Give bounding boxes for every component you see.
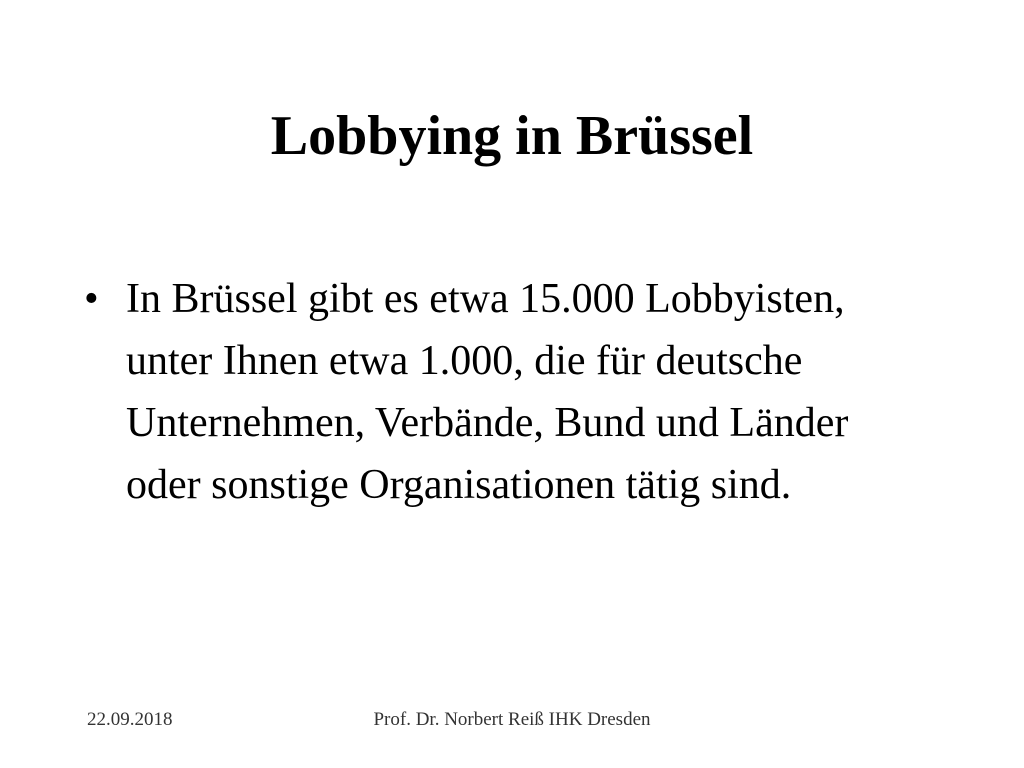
- footer-author: Prof. Dr. Norbert Reiß IHK Dresden: [373, 709, 651, 730]
- bullet-list: [84, 268, 884, 516]
- bullet-item: [84, 268, 884, 516]
- footer-date: 22.09.2018: [87, 709, 173, 730]
- slide-title: Lobbying in Brüssel: [270, 105, 754, 167]
- bullet-icon: •: [84, 276, 99, 322]
- bullet-text: In Brüssel gibt es etwa 15.000 Lobbyisten, unter Ihnen etwa 1.000, die für deutsche Unternehmen, Verbände, Bund und Länder oder sonstige Organisationen tätig sind.: [126, 276, 849, 508]
